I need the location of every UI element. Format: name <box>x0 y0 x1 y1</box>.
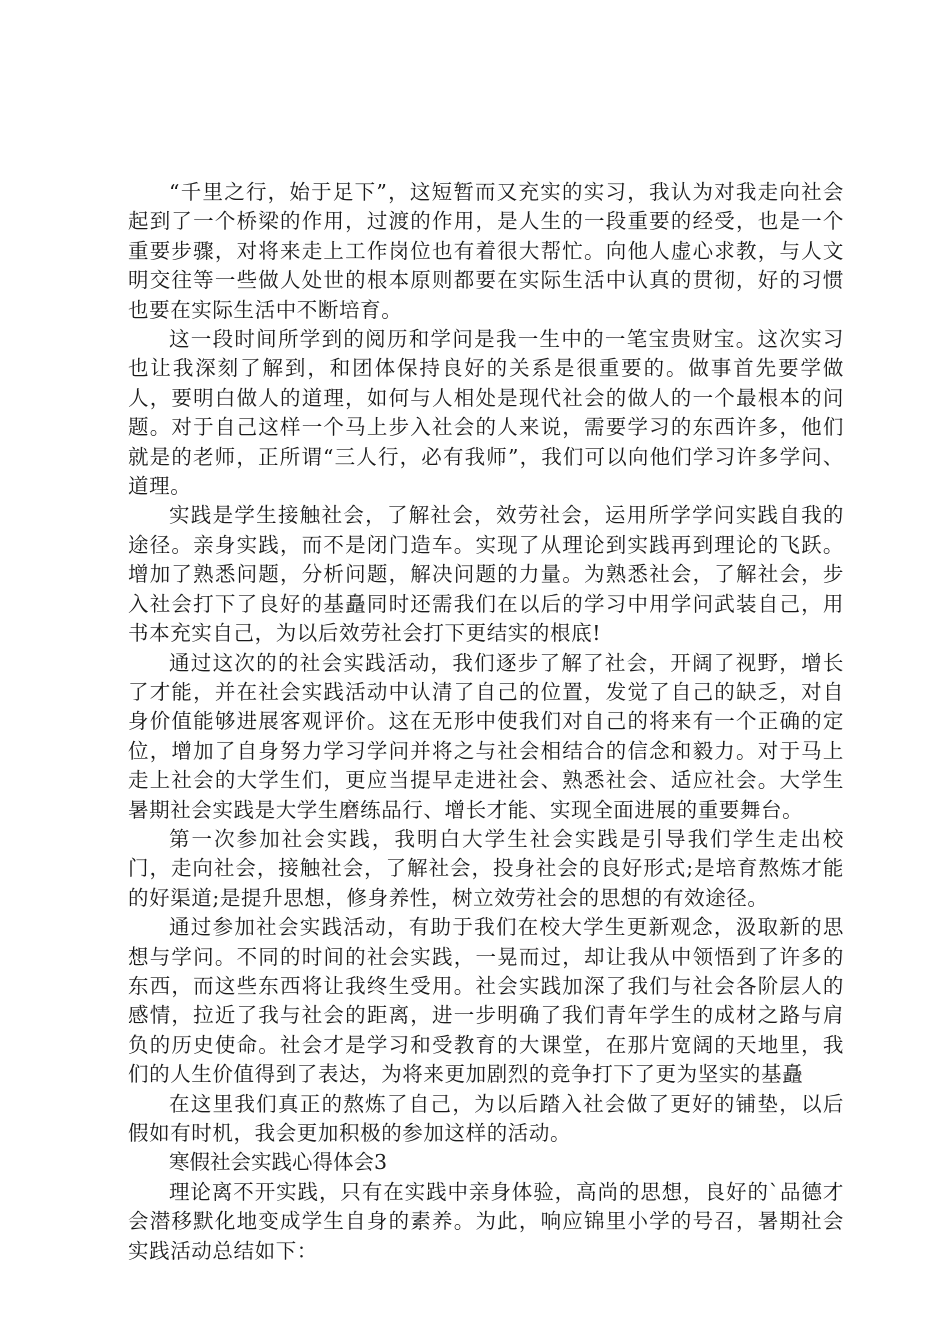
document-body <box>128 178 844 1266</box>
paragraph-5: 第一次参加社会实践，我明白大学生社会实践是引导我们学生走出校门，走向社会，接触社会，了解社会，投身社会的良好形式;是培育熬炼才能的好渠道;是提升思想，修身养性，树立效劳社会的思想的有效途径。 <box>128 826 844 910</box>
paragraph-2: 这一段时间所学到的阅历和学问是我一生中的一笔宝贵财宝。这次实习也让我深刻了解到，和团体保持良好的关系是很重要的。做事首先要学做人，要明白做人的道理，如何与人相处是现代社会的做人的一个最根本的问题。对于自己这样一个马上步入社会的人来说，需要学习的东西许多，他们就是的老师，正所谓“三人行，必有我师”，我们可以向他们学习许多学问、道理。 <box>128 327 844 499</box>
paragraph-3: 实践是学生接触社会，了解社会，效劳社会，运用所学学问实践自我的途径。亲身实践，而不是闭门造车。实现了从理论到实践再到理论的飞跃。增加了熟悉问题，分析问题，解决问题的力量。为熟悉社会，了解社会，步入社会打下了良好的基矗同时还需我们在以后的学习中用学问武装自己，用书本充实自己，为以后效劳社会打下更结实的根底! <box>128 503 844 646</box>
section-paragraph-1: 理论离不开实践，只有在实践中亲身体验，高尚的思想，良好的`品德才会潜移默化地变成学生自身的素养。为此，响应锦里小学的号召，暑期社会实践活动总结如下： <box>128 1179 844 1263</box>
section-title: 寒假社会实践心得体会3 <box>169 1150 388 1175</box>
paragraph-4: 通过这次的的社会实践活动，我们逐步了解了社会，开阔了视野，增长了才能，并在社会实践活动中认清了自己的位置，发觉了自己的缺乏，对自身价值能够进展客观评价。这在无形中使我们对自己的将来有一个正确的定位，增加了自身努力学习学问并将之与社会相结合的信念和毅力。对于马上走上社会的大学生们，更应当提早走进社会、熟悉社会、适应社会。大学生暑期社会实践是大学生磨练品行、增长才能、实现全面进展的重要舞台。 <box>128 650 844 822</box>
paragraph-6: 通过参加社会实践活动，有助于我们在校大学生更新观念，汲取新的思想与学问。不同的时间的社会实践，一晃而过，却让我从中领悟到了许多的东西，而这些东西将让我终生受用。社会实践加深了我们与社会各阶层人的感情，拉近了我与社会的距离，进一步明确了我们青年学生的成材之路与肩负的历史使命。社会才是学习和受教育的大课堂，在那片宽阔的天地里，我们的人生价值得到了表达，为将来更加剧烈的竞争打下了更为坚实的基矗 <box>128 915 844 1087</box>
paragraph-1: “千里之行，始于足下”，这短暂而又充实的实习，我认为对我走向社会起到了一个桥梁的作用，过渡的作用，是人生的一段重要的经受，也是一个重要步骤，对将来走上工作岗位也有着很大帮忙。向他人虚心求教，与人文明交往等一些做人处世的根本原则都要在实际生活中认真的贯彻，好的习惯也要在实际生活中不断培育。 <box>128 180 844 322</box>
paragraph-7: 在这里我们真正的熬炼了自己，为以后踏入社会做了更好的铺垫，以后假如有时机，我会更加积极的参加这样的活动。 <box>128 1091 844 1145</box>
